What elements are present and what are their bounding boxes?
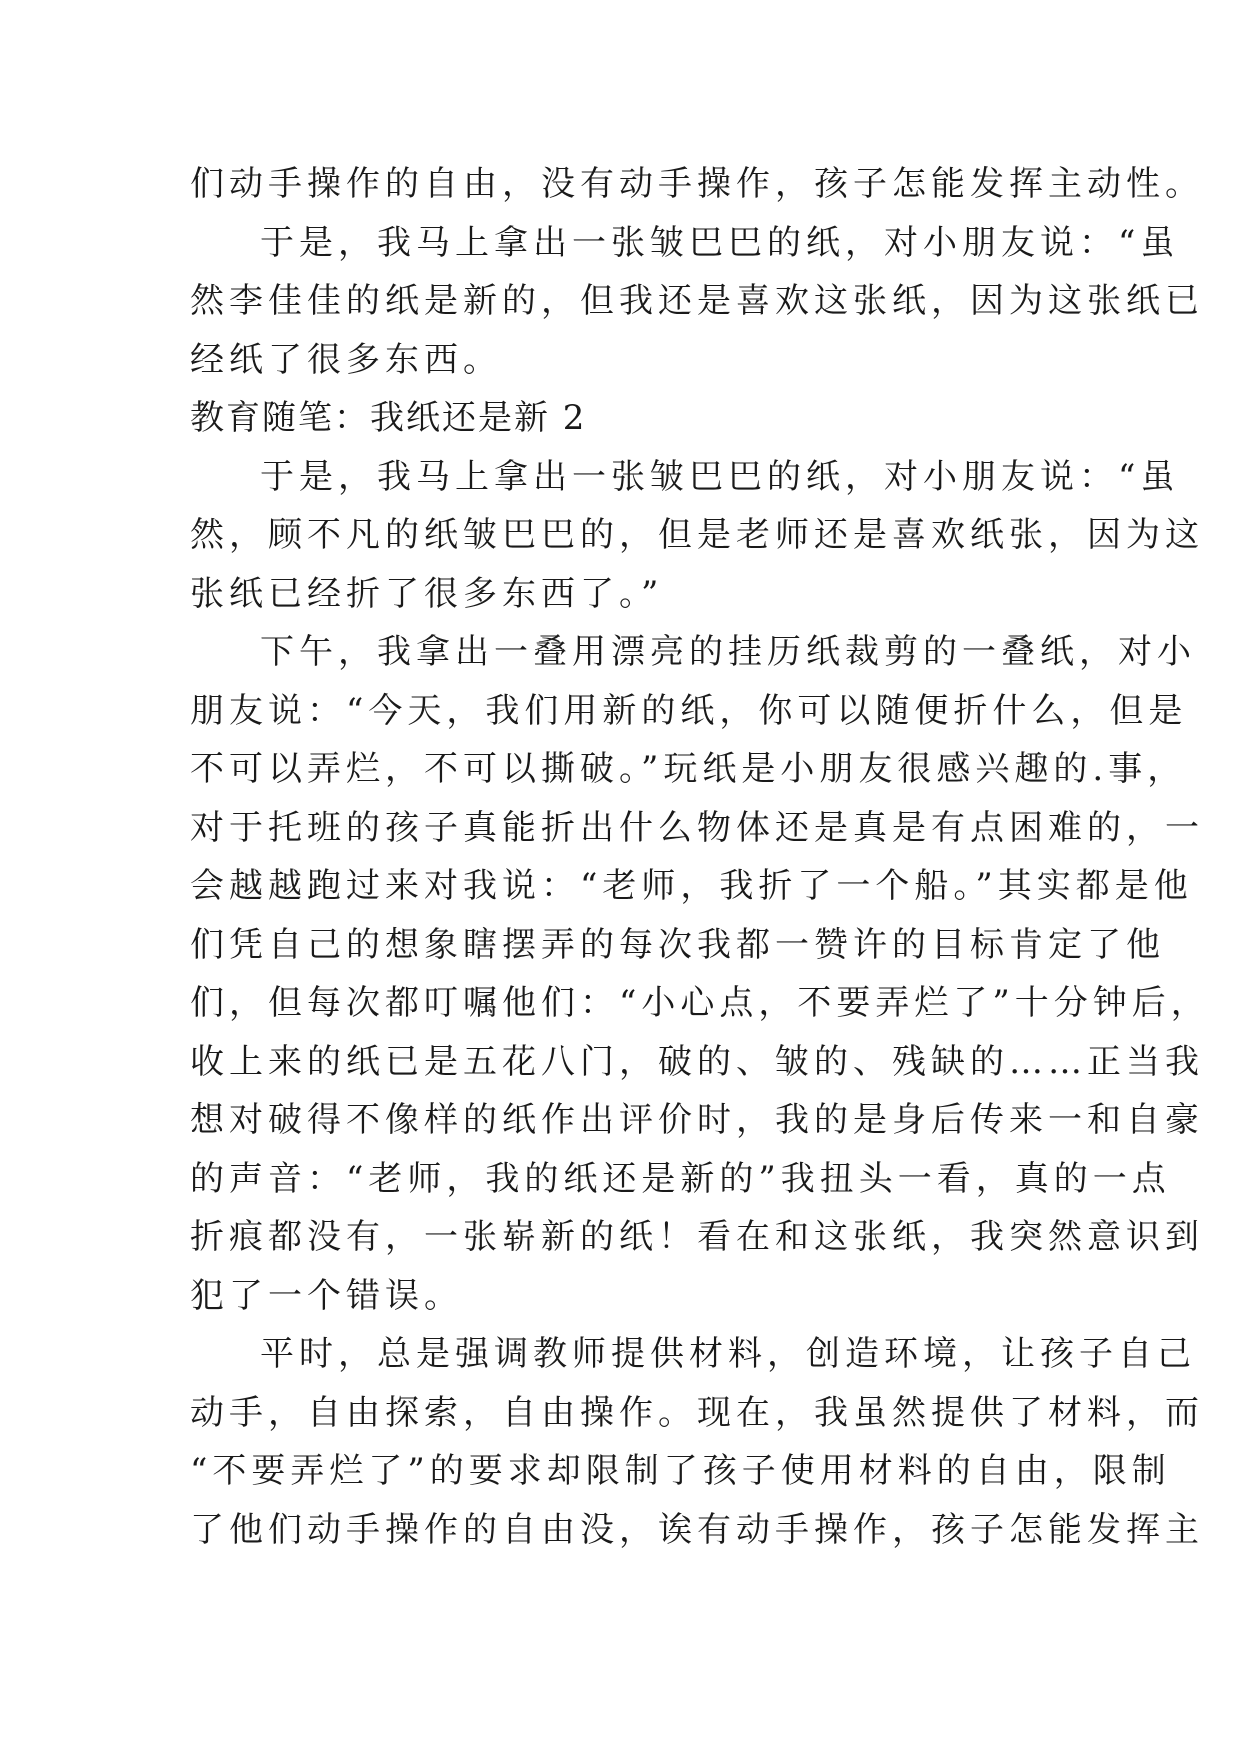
document-body xyxy=(190,155,1210,1559)
text-line: 们凭自己的想象瞎摆弄的每次我都一赞许的目标肯定了他 xyxy=(190,924,1165,965)
text-line: 收上来的纸已是五花八门，破的、皱的、残缺的……正当我 xyxy=(190,1041,1204,1082)
text-line: 经纸了很多东西。 xyxy=(190,339,502,380)
text-line: 想对破得不像样的纸作出评价时，我的是身后传来一和自豪 xyxy=(190,1100,1204,1140)
text-line: 的声音：“老师，我的纸还是新的”我扭头一看，真的一点 xyxy=(190,1158,1171,1199)
text-line: 不可以弄烂，不可以撕破。”玩纸是小朋友很感兴趣的.事， xyxy=(190,749,1187,789)
paragraph-start-line: 于是，我马上拿出一张皱巴巴的纸，对小朋友说：“虽 xyxy=(260,222,1180,263)
text-line: 动手，自由探索，自由操作。现在，我虽然提供了材料，而 xyxy=(190,1392,1204,1433)
section-heading: 教育随笔：我纸还是新 2 xyxy=(190,398,587,438)
text-line: 然，顾不凡的纸皱巴巴的，但是老师还是喜欢纸张，因为这 xyxy=(190,515,1204,555)
text-line: 张纸已经折了很多东西了。” xyxy=(190,573,664,614)
text-line: 犯了一个错误。 xyxy=(190,1275,463,1316)
paragraph-start-line: 下午，我拿出一叠用漂亮的挂历纸裁剪的一叠纸，对小 xyxy=(260,632,1196,672)
text-line: 们动手操作的自由，没有动手操作，孩子怎能发挥主动性。 xyxy=(190,164,1204,204)
text-line: 们，但每次都叮嘱他们：“小心点，不要弄烂了”十分钟后， xyxy=(190,983,1210,1023)
text-line: 了他们动手操作的自由没，诶有动手操作，孩子怎能发挥主 xyxy=(190,1509,1204,1550)
text-line: 会越越跑过来对我说：“老师，我折了一个船。”其实都是他 xyxy=(190,866,1193,906)
text-line: 朋友说：“今天，我们用新的纸，你可以随便折什么，但是 xyxy=(190,690,1188,731)
text-line: 折痕都没有，一张崭新的纸！看在和这张纸，我突然意识到 xyxy=(190,1217,1204,1257)
text-line: 对于托班的孩子真能折出什么物体还是真是有点困难的，一 xyxy=(190,807,1204,848)
paragraph-start-line: 平时，总是强调教师提供材料，创造环境，让孩子自己 xyxy=(260,1334,1196,1374)
paragraph-start-line: 于是，我马上拿出一张皱巴巴的纸，对小朋友说：“虽 xyxy=(260,456,1180,497)
text-line: 然李佳佳的纸是新的，但我还是喜欢这张纸，因为这张纸已 xyxy=(190,281,1204,321)
text-line: “不要弄烂了”的要求却限制了孩子使用材料的自由，限制 xyxy=(190,1451,1171,1491)
